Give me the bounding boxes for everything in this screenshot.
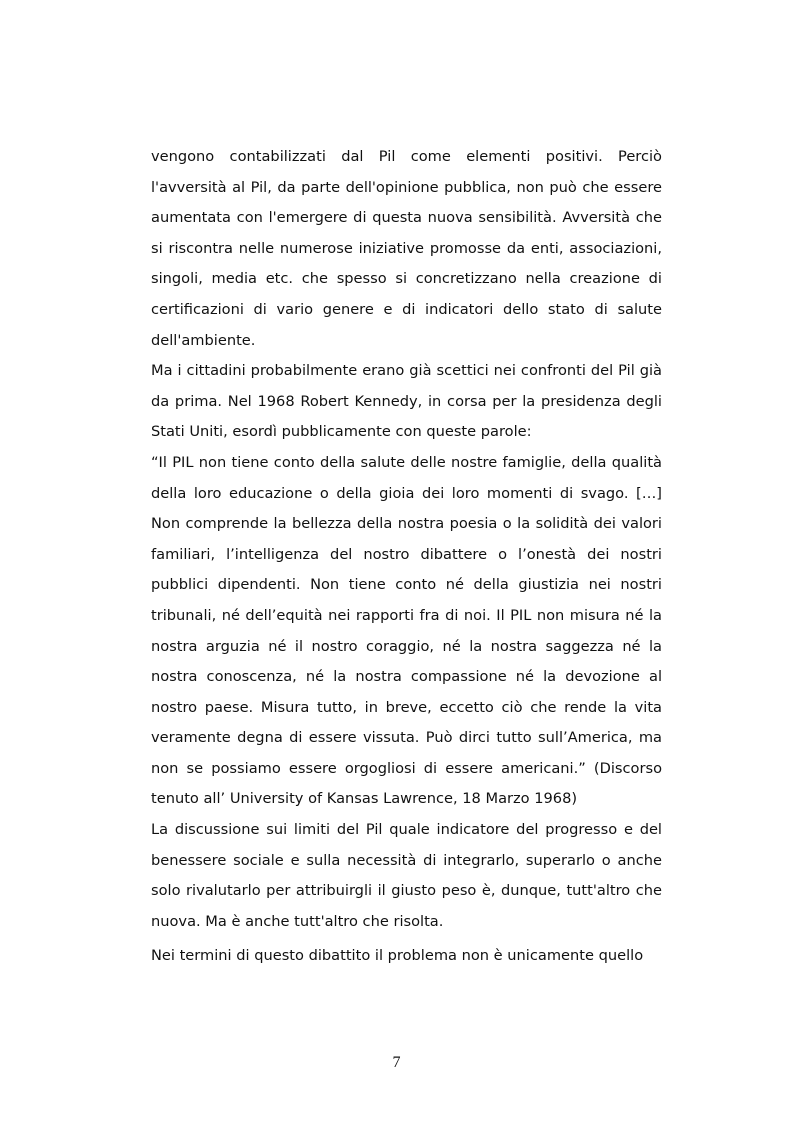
- paragraph-kennedy-intro: Ma i cittadini probabilmente erano già scettici nei confronti del Pil già da prima. Nel 1968 Robert Kennedy, in corsa per la presidenza degli Stati Uniti, esordì pubblicamente con queste parole:: [151, 362, 662, 441]
- page-number: 7: [392, 1054, 401, 1071]
- paragraph-kennedy-quote: “Il PIL non tiene conto della salute delle nostre famiglie, della qualità della loro educazione o della gioia dei loro momenti di svago. […] Non comprende la bellezza della nostra poesia o la solidità dei valori familiari, l’intelligenza del nostro dibattere o l’onestà dei nostri pubblici dipendenti. Non tiene conto né della giustizia nei nostri tribunali, né dell’equità nei rapporti fra di noi. Il PIL non misura né la nostra arguzia né il nostro coraggio, né la nostra saggezza né la nostra conoscenza, né la nostra compassione né la devozione al nostro paese. Misura tutto, in breve, eccetto ciò che rende la vita veramente degna di essere vissuta. Può dirci tutto sull’America, ma non se possiamo essere orgogliosi di essere americani.” (Discorso tenuto all’ University of Kansas Lawrence, 18 Marzo 1968): [151, 453, 662, 808]
- paragraph-discussion: La discussione sui limiti del Pil quale indicatore del progresso e del benessere sociale e sulla necessità di integrarlo, superarlo o anche solo rivalutarlo per attribuirgli il giusto peso è, dunque, tutt'altro che nuova. Ma è anche tutt'altro che risolta.: [151, 821, 662, 930]
- paragraph-environment-indicators: vengono contabilizzati dal Pil come elementi positivi. Perciò l'avversità al Pil, da parte dell'opinione pubblica, non può che essere aumentata con l'emergere di questa nuova sensibilità. Avversità che si riscontra nelle numerose iniziative promosse da enti, associazioni, singoli, media etc. che spesso si concretizzano nella creazione di certificazioni di vario genere e di indicatori dello stato di salute dell'ambiente.: [151, 148, 662, 349]
- paragraph-debate-terms: Nei termini di questo dibattito il problema non è unicamente quello: [151, 947, 644, 965]
- body-text: [151, 142, 662, 972]
